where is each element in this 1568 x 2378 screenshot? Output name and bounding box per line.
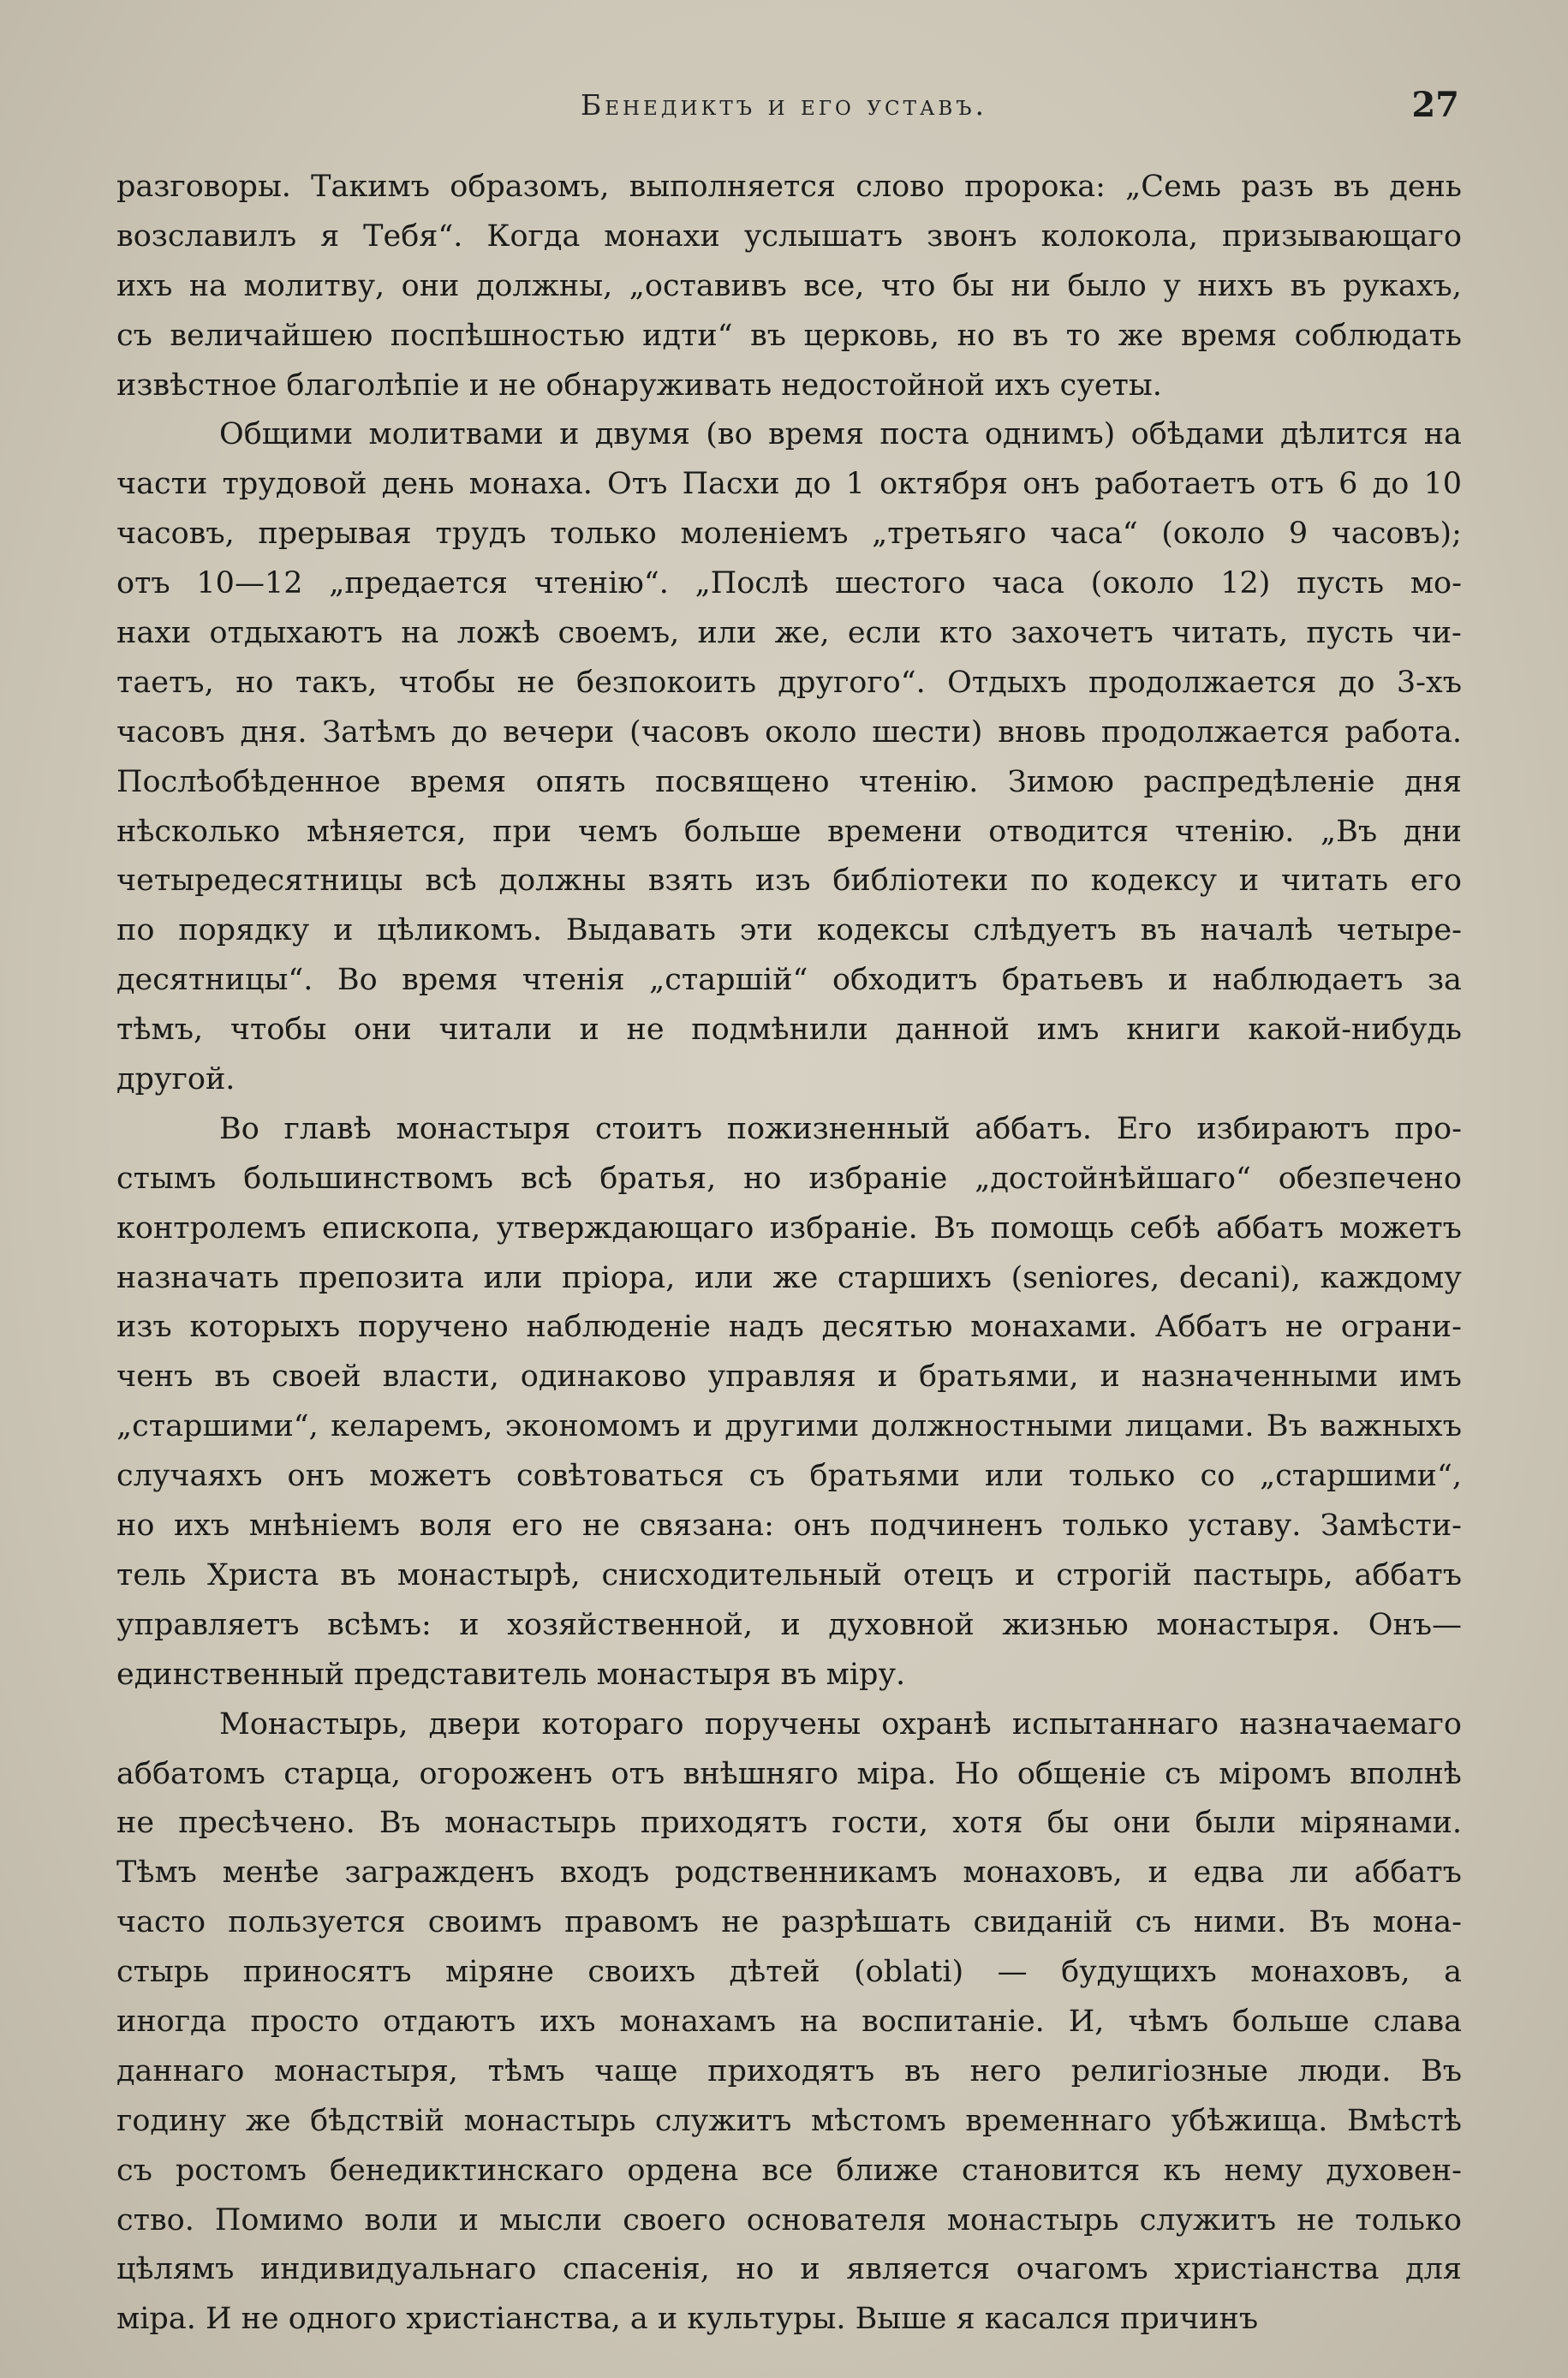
text-line: Послѣобѣденное время опять посвящено чтенію. Зимою распредѣленіе дня [116, 764, 1462, 799]
text-line: даннаго монастыря, тѣмъ чаще приходятъ въ него религіозные люди. Въ [116, 2053, 1462, 2088]
text-line: но ихъ мнѣніемъ воля его не связана: онъ подчиненъ только уставу. Замѣсти- [116, 1509, 1462, 1544]
text-line: міра. И не одного христіанства, а и культуры. Выше я касался причинъ [116, 2302, 1259, 2337]
paragraph [116, 410, 1462, 1104]
paragraph [116, 163, 1462, 410]
text-line: нахи отдыхаютъ на ложѣ своемъ, или же, если кто захочетъ читать, пусть чи- [116, 616, 1462, 651]
text-line: другой. [116, 1062, 235, 1097]
text-line: Во главѣ монастыря стоитъ пожизненный аббатъ. Его избираютъ про- [219, 1111, 1462, 1146]
text-line: иногда просто отдаютъ ихъ монахамъ на воспитаніе. И, чѣмъ больше слава [116, 2004, 1462, 2039]
text-line: тѣмъ, чтобы они читали и не подмѣнили данной имъ книги какой-нибудь [116, 1013, 1462, 1048]
text-line: четыредесятницы всѣ должны взять изъ библіотеки по кодексу и читать его [116, 863, 1462, 899]
running-title: Бенедиктъ и его уставъ. [580, 88, 988, 122]
text-line: по порядку и цѣликомъ. Выдавать эти кодексы слѣдуетъ въ началѣ четыре- [116, 913, 1462, 948]
text-line: ихъ на молитву, они должны, „оставивъ все, что бы ни было у нихъ въ рукахъ, [116, 268, 1462, 303]
running-header [0, 81, 1568, 133]
text-line: Тѣмъ менѣе загражденъ входъ родственникамъ монаховъ, и едва ли аббатъ [116, 1855, 1462, 1891]
text-line: назначать препозита или пріора, или же старшихъ (seniores, decani), каждому [116, 1260, 1462, 1295]
text-line: Монастырь, двери котораго поручены охранѣ испытаннаго назначаемаго [219, 1706, 1462, 1742]
text-line: ченъ въ своей власти, одинаково управляя и братьями, и назначенными имъ [116, 1359, 1462, 1395]
text-line: таетъ, но такъ, чтобы не безпокоить другого“. Отдыхъ продолжается до 3-хъ [116, 665, 1462, 700]
text-line: разговоры. Такимъ образомъ, выполняется слово пророка: „Семь разъ въ день [116, 170, 1462, 204]
text-line: стырь приносятъ міряне своихъ дѣтей (oblati) — будущихъ монаховъ, а [116, 1955, 1462, 1990]
page-number: 27 [1411, 85, 1459, 125]
text-line: Общими молитвами и двумя (во время поста однимъ) обѣдами дѣлится на [219, 417, 1462, 452]
text-line: тель Христа въ монастырѣ, снисходительный отецъ и строгій пастырь, аббатъ [116, 1557, 1462, 1592]
text-line: возславилъ я Тебя“. Когда монахи услышатъ звонъ колокола, призывающаго [116, 218, 1462, 254]
text-line: „старшими“, келаремъ, экономомъ и другими должностными лицами. Въ важныхъ [116, 1409, 1462, 1444]
paragraph [116, 1105, 1462, 1700]
text-line: части трудовой день монаха. Отъ Пасхи до 1 октября онъ работаетъ отъ 6 до 10 [116, 467, 1462, 502]
text-line: цѣлямъ индивидуальнаго спасенія, но и является очагомъ христіанства для [116, 2252, 1462, 2287]
paragraph [116, 1700, 1462, 2345]
text-line: часовъ дня. Затѣмъ до вечери (часовъ около шести) вновь продолжается работа. [116, 714, 1462, 750]
text-line: управляетъ всѣмъ: и хозяйственной, и духовной жизнью монастыря. Онъ— [116, 1607, 1462, 1642]
text-line: контролемъ епископа, утверждающаго избраніе. Въ помощь себѣ аббатъ можетъ [116, 1210, 1462, 1246]
text-line: годину же бѣдствій монастырь служитъ мѣстомъ временнаго убѣжища. Вмѣстѣ [116, 2103, 1462, 2138]
text-line: случаяхъ онъ можетъ совѣтоваться съ братьями или только со „старшими“, [116, 1459, 1462, 1494]
text-line: отъ 10—12 „предается чтенію“. „Послѣ шестого часа (около 12) пусть мо- [116, 566, 1462, 601]
text-line: единственный представитель монастыря въ міру. [116, 1657, 906, 1692]
text-line: часто пользуется своимъ правомъ не разрѣшать свиданій съ ними. Въ мона- [116, 1905, 1462, 1940]
text-line: съ величайшею поспѣшностью идти“ въ церковь, но въ то же время соблюдать [116, 318, 1462, 353]
text-line: десятницы“. Во время чтенія „старшій“ обходитъ братьевъ и наблюдаетъ за [116, 963, 1462, 998]
text-line: не пресѣчено. Въ монастырь приходятъ гости, хотя бы они были мірянами. [116, 1806, 1462, 1841]
text-line: извѣстное благолѣпіе и не обнаруживать недостойной ихъ суеты. [116, 367, 1162, 403]
text-line: съ ростомъ бенедиктинскаго ордена все ближе становится къ нему духовен- [116, 2153, 1462, 2188]
text-line: часовъ, прерывая трудъ только моленіемъ „третьяго часа“ (около 9 часовъ); [116, 517, 1462, 552]
text-line: изъ которыхъ поручено наблюденіе надъ десятью монахами. Аббатъ не ограни- [116, 1310, 1462, 1345]
body-text [116, 163, 1462, 2345]
text-line: стымъ большинствомъ всѣ братья, но избраніе „достойнѣйшаго“ обезпечено [116, 1161, 1462, 1196]
text-line: аббатомъ старца, огороженъ отъ внѣшняго міра. Но общеніе съ міромъ вполнѣ [116, 1756, 1462, 1791]
text-line: ство. Помимо воли и мысли своего основателя монастырь служитъ не только [116, 2202, 1462, 2238]
text-line: нѣсколько мѣняется, при чемъ больше времени отводится чтенію. „Въ дни [116, 814, 1462, 849]
